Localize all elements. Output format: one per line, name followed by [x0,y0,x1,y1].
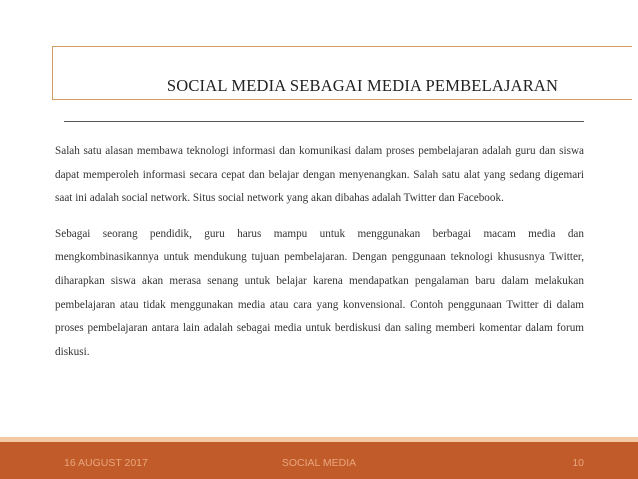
slide-title: SOCIAL MEDIA SEBAGAI MEDIA PEMBELAJARAN [166,76,559,95]
slide-footer [0,442,638,479]
slide-body [55,140,584,376]
title-divider [64,121,584,122]
title-frame [52,46,632,100]
paragraph-1: Salah satu alasan membawa teknologi informasi dan komunikasi dalam proses pembelajaran adalah guru dan siswa dapat memperoleh informasi secara cepat dan belajar dengan menyenangkan. Salah satu alat yang sedang digemari saat ini adalah social network. Situs social network yang akan dibahas adalah Twitter dan Facebook. [55,145,584,205]
footer-date: 16 AUGUST 2017 [64,457,148,469]
page-number: 10 [572,457,584,469]
paragraph-2: Sebagai seorang pendidik, guru harus mampu untuk menggunakan berbagai macam media dan mengkombinasikannya untuk mendukung tujuan pembelajaran. Dengan penggunaan teknologi khususnya Twitter, diharapkan siswa akan merasa senang untuk belajar karena mendapatkan pengalaman baru dalam melakukan pembelajaran atau tidak menggunakan media atau cara yang konvensional. Contoh penggunaan Twitter di dalam proses pembelajaran antara lain adalah sebagai media untuk berdiskusi dan saling memberi komentar dalam forum diskusi. [55,227,584,358]
footer-topic: SOCIAL MEDIA [281,457,357,469]
